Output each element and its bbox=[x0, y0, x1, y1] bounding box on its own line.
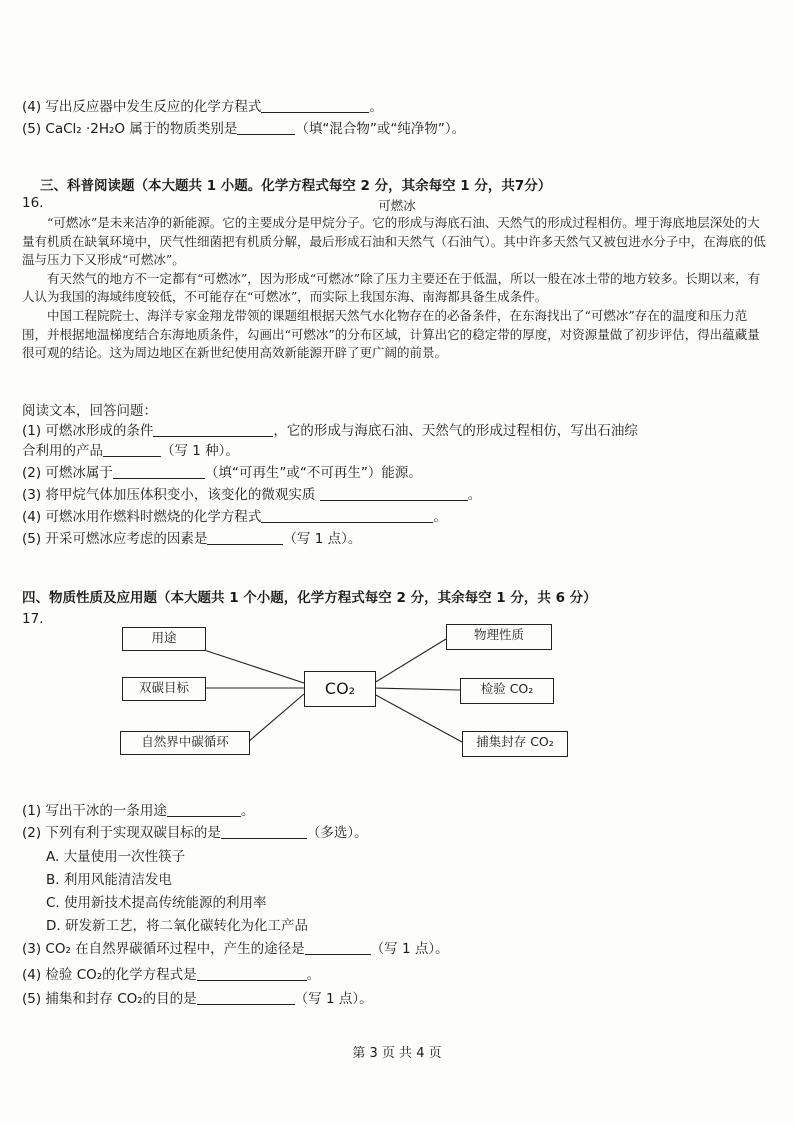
article-paragraph: 中国工程院院士、海洋专家金翔龙带领的课题组根据天然气水化物存在的必备条件，在东海找出了“可燃冰”存在的温度和压力范围，并根据地温梯度结合东海地质条件，勾画出“可燃冰”的分布区域，计算出它的稳定带的厚度，对资源量做了初步评估，得出蕴藏量很可观的结论。这为周边地区在新世纪使用高效新能源开辟了更广阔的前景。 bbox=[22, 307, 760, 361]
q16-1: (1) 可燃冰形成的条件 ，它的形成与海底石油、天然气的形成过程相仿，写出石油综 bbox=[22, 423, 638, 439]
page-footer: 第 3 页 共 4 页 bbox=[352, 1046, 442, 1061]
answer-blank[interactable] bbox=[197, 990, 295, 1005]
option-b[interactable]: B. 利用风能清洁发电 bbox=[46, 872, 172, 888]
connector-line bbox=[374, 688, 460, 690]
node-dual-carbon-goal: 双碳目标 bbox=[122, 677, 206, 701]
article-title: 可燃冰 bbox=[378, 198, 416, 213]
answer-blank[interactable] bbox=[167, 802, 241, 817]
connector-line bbox=[248, 694, 304, 742]
article-paragraph: “可燃冰”是未来洁净的新能源。它的主要成分是甲烷分子。它的形成与海底石油、天然气的形成过程相仿。埋于海底地层深处的大量有机质在缺氧环境中，厌气性细菌把有机质分解，最后形成石油和天然气（石油气）。其中许多天然气又被包进水分子中，在海底的低温与压力下又形成“可燃冰”。 bbox=[22, 215, 766, 268]
q16-2: (2) 可燃冰属于 （填“可再生”或“不可再生”）能源。 bbox=[22, 465, 422, 481]
q16-5: (5) 开采可燃冰应考虑的因素是 （写 1 点）。 bbox=[22, 531, 362, 547]
q17-3: (3) CO₂ 在自然界碳循环过程中，产生的途径是 （写 1 点）。 bbox=[22, 941, 449, 957]
option-c[interactable]: C. 使用新技术提高传统能源的利用率 bbox=[46, 895, 267, 911]
article-paragraph: 有天然气的地方不一定都有“可燃冰”，因为形成“可燃冰”除了压力主要还在于低温，所以一般在冰土带的地方较多。长期以来，有人认为我国的海域纬度较低，不可能存在“可燃冰”，而实际上我国东海、南海都具备生成条件。 bbox=[22, 270, 761, 305]
q17-5: (5) 捕集和封存 CO₂的目的是 （写 1 点）。 bbox=[22, 991, 373, 1007]
q17-1: (1) 写出干冰的一条用途 。 bbox=[22, 803, 255, 819]
option-a[interactable]: A. 大量使用一次性筷子 bbox=[46, 849, 186, 865]
answer-blank[interactable] bbox=[221, 824, 307, 839]
connector-line bbox=[374, 639, 446, 683]
section-3-heading: 三、科普阅读题（本大题共 1 小题。化学方程式每空 2 分，其余每空 1 分，共7分） bbox=[40, 178, 552, 194]
question-4: (4) 写出反应器中发生反应的化学方程式 。 bbox=[22, 99, 383, 115]
node-capture-storage: 捕集封存 CO₂ bbox=[462, 731, 568, 757]
option-d[interactable]: D. 研发新工艺，将二氧化碳转化为化工产品 bbox=[46, 918, 308, 934]
node-carbon-cycle: 自然界中碳循环 bbox=[120, 731, 250, 755]
connector-line bbox=[374, 694, 462, 742]
reading-prompt: 阅读文本，回答问题： bbox=[22, 403, 157, 419]
q16-4: (4) 可燃冰用作燃料时燃烧的化学方程式 。 bbox=[22, 509, 447, 525]
node-test-co2: 检验 CO₂ bbox=[460, 678, 554, 704]
connector-line bbox=[204, 650, 304, 683]
answer-blank[interactable] bbox=[197, 966, 307, 981]
section-4-heading: 四、物质性质及应用题（本大题共 1 个小题，化学方程式每空 2 分，其余每空 1 分，共 6 分） bbox=[22, 590, 597, 606]
question-number-17: 17. bbox=[22, 611, 44, 627]
q16-1-cont: 合利用的产品 （写 1 种）。 bbox=[22, 443, 239, 459]
q16-3: (3) 将甲烷气体加压体积变小，该变化的微观实质 。 bbox=[22, 487, 482, 503]
question-number-16: 16. bbox=[22, 195, 44, 211]
node-physical-properties: 物理性质 bbox=[446, 624, 552, 650]
question-5: (5) CaCl₂ ·2H₂O 属于的物质类别是 （填“混合物”或“纯净物”）。 bbox=[22, 121, 466, 137]
q17-2: (2) 下列有利于实现双碳目标的是 （多选）。 bbox=[22, 825, 368, 841]
answer-blank[interactable] bbox=[305, 940, 371, 955]
node-uses: 用途 bbox=[122, 627, 206, 651]
q17-4: (4) 检验 CO₂的化学方程式是 。 bbox=[22, 967, 321, 983]
node-co2-center: CO₂ bbox=[304, 671, 376, 707]
